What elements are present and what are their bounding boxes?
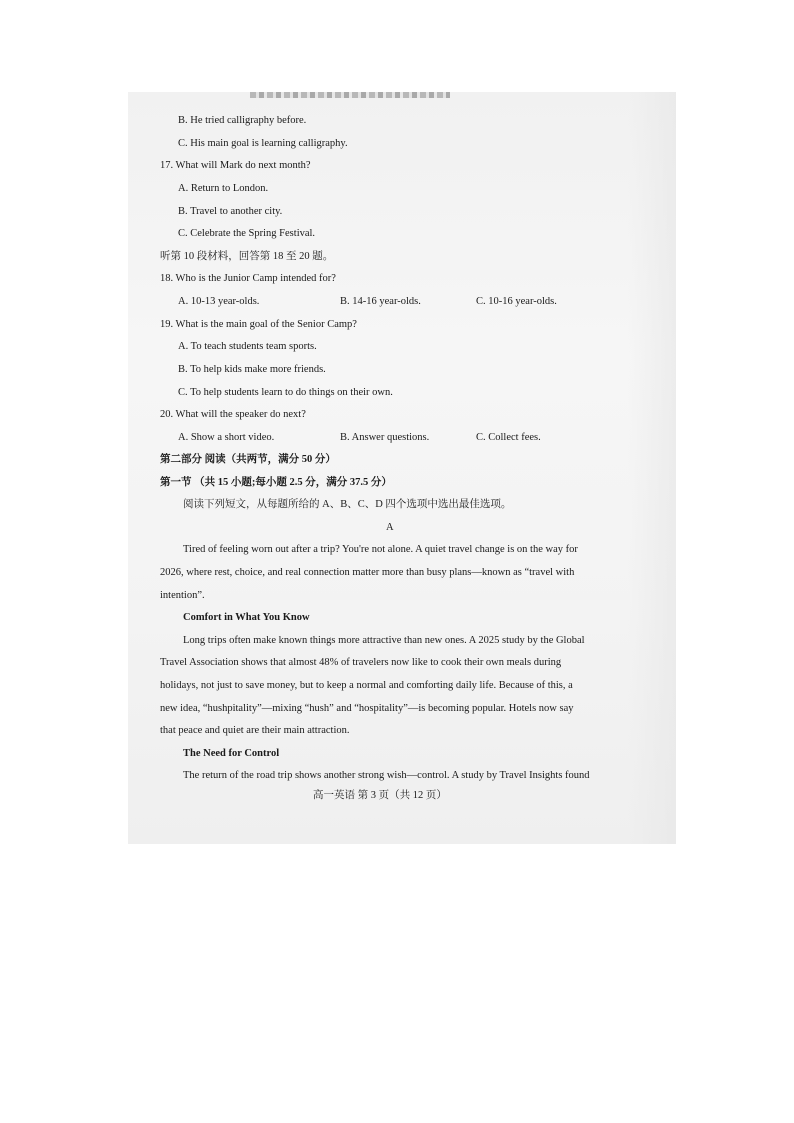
heading-control: The Need for Control (183, 748, 280, 759)
q20-option-a: A. Show a short video. (178, 432, 275, 443)
p1-line-3: intention”. (160, 590, 205, 601)
q18-question: 18. Who is the Junior Camp intended for? (160, 273, 336, 284)
q19-option-c: C. To help students learn to do things on their own. (178, 387, 393, 398)
q19-option-b: B. To help kids make more friends. (178, 364, 326, 375)
q20-option-c: C. Collect fees. (476, 432, 541, 443)
q20-option-b: B. Answer questions. (340, 432, 430, 443)
p2-line-5: that peace and quiet are their main attraction. (160, 725, 350, 736)
p3-line-1: The return of the road trip shows another strong wish—control. A study by Travel Insights found (183, 770, 590, 781)
q17-option-c: C. Celebrate the Spring Festival. (178, 228, 316, 239)
p2-line-1: Long trips often make known things more attractive than new ones. A 2025 study by the Global (183, 635, 585, 646)
q17-question: 17. What will Mark do next month? (160, 160, 311, 171)
heading-comfort: Comfort in What You Know (183, 612, 310, 623)
reading-section-title: 第一节 （共 15 小题;每小题 2.5 分，满分 37.5 分） (160, 477, 392, 488)
q16-option-c: C. His main goal is learning calligraphy. (178, 138, 348, 149)
q19-option-a: A. To teach students team sports. (178, 341, 317, 352)
reading-part-title: 第二部分 阅读（共两节，满分 50 分） (160, 454, 336, 465)
scan-shadow (628, 92, 676, 844)
p2-line-4: new idea, “hushpitality”—mixing “hush” and “hospitality”—is becoming popular. Hotels now say (160, 703, 574, 714)
q18-option-c: C. 10-16 year-olds. (476, 296, 557, 307)
q17-option-b: B. Travel to another city. (178, 206, 283, 217)
q18-option-b: B. 14-16 year-olds. (340, 296, 421, 307)
q20-question: 20. What will the speaker do next? (160, 409, 306, 420)
passage-letter: A (386, 522, 394, 533)
page-footer: 高一英语 第 3 页（共 12 页） (313, 790, 447, 801)
q17-option-a: A. Return to London. (178, 183, 269, 194)
p2-line-2: Travel Association shows that almost 48% of travelers now like to cook their own meals during (160, 657, 562, 668)
reading-instruction: 阅读下列短文，从每题所给的 A、B、C、D 四个选项中选出最佳选项。 (183, 499, 512, 510)
cropped-header-remnant (250, 92, 450, 98)
q18-option-a: A. 10-13 year-olds. (178, 296, 260, 307)
p1-line-2: 2026, where rest, choice, and real connection matter more than busy plans—known as “travel with (160, 567, 575, 578)
p1-line-1: Tired of feeling worn out after a trip? You're not alone. A quiet travel change is on the way for (183, 544, 578, 555)
q19-question: 19. What is the main goal of the Senior Camp? (160, 319, 357, 330)
q16-option-b: B. He tried calligraphy before. (178, 115, 307, 126)
material10-instruction: 听第 10 段材料，回答第 18 至 20 题。 (160, 251, 334, 262)
p2-line-3: holidays, not just to save money, but to keep a normal and comforting daily life. Because of this, a (160, 680, 573, 691)
